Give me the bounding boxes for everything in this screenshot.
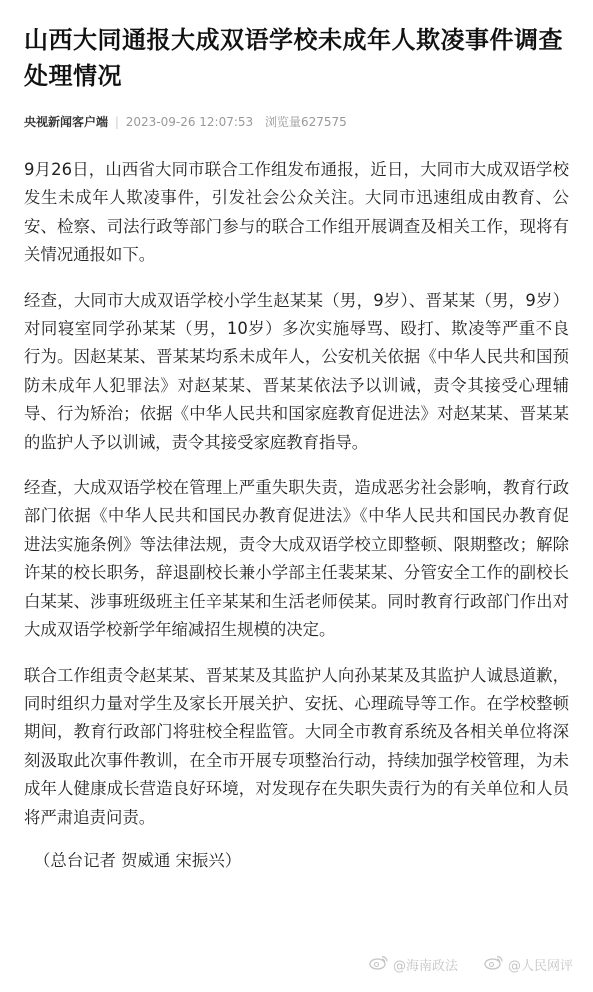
watermarks (369, 954, 573, 974)
watermark-left-text: @海南政法 (392, 958, 458, 974)
watermark-right-text: @人民网评 (507, 958, 573, 974)
publish-datetime: 2023-09-26 12:07:53 (125, 115, 254, 129)
paragraph-2: 经查，大同市大成双语学校小学生赵某某（男，9岁）、晋某某（男，9岁）对同寝室同学孙某某（男，10岁）多次实施辱骂、殴打、欺凌等严重不良行为。因赵某某、晋某某均系未成年人，公安机关依据《中华人民共和国预防未成年人犯罪法》对赵某某、晋某某依法予以训诫，责令其接受心理辅导、行为矫治；依据《中华人民共和国家庭教育促进法》对赵某某、晋某某的监护人予以训诫，责令其接受家庭教育指导。 (24, 290, 569, 452)
paragraph-3: 经查，大成双语学校在管理上严重失职失责，造成恶劣社会影响，教育行政部门依据《中华人民共和国民办教育促进法》《中华人民共和国民办教育促进法实施条例》等法律法规，责令大成双语学校立即整顿、限期整改；解除许某的校长职务，辞退副校长兼小学部主任裴某某、分管安全工作的副校长白某某、涉事班级班主任辛某某和生活老师侯某。同时教育行政部门作出对大成双语学校新学年缩减招生规模的决定。 (24, 478, 569, 640)
meta-separator: | (114, 115, 119, 129)
article-title: 山西大同通报大成双语学校未成年人欺凌事件调查处理情况 (24, 26, 563, 90)
watermark-renmin-wangping (484, 954, 573, 974)
source-name[interactable]: 央视新闻客户端 (24, 115, 109, 129)
reporter-byline: （总台记者 贺威通 宋振兴） (34, 850, 242, 870)
paragraph-4: 联合工作组责令赵某某、晋某某及其监护人向孙某某及其监护人诚恳道歉，同时组织力量对学生及家长开展关护、安抚、心理疏导等工作。在学校整顿期间，教育行政部门将驻校全程监管。大同全市教育系统及各相关单位将深刻汲取此次事件教训，在全市开展专项整治行动，持续加强学校管理，为未成年人健康成长营造良好环境，对发现存在失职失责行为的有关单位和人员将严肃追责问责。 (24, 665, 569, 827)
watermark-hainan-zhengfa (369, 954, 458, 974)
weibo-icon (369, 954, 389, 974)
paragraph-1: 9月26日，山西省大同市联合工作组发布通报，近日，大同市大成双语学校发生未成年人欺凌事件，引发社会公众关注。大同市迅速组成由教育、公安、检察、司法行政等部门参与的联合工作组开展调查及相关工作，现将有关情况通报如下。 (24, 160, 569, 265)
view-count: 浏览量627575 (265, 115, 347, 129)
article-meta (24, 114, 569, 130)
weibo-icon (484, 954, 504, 974)
